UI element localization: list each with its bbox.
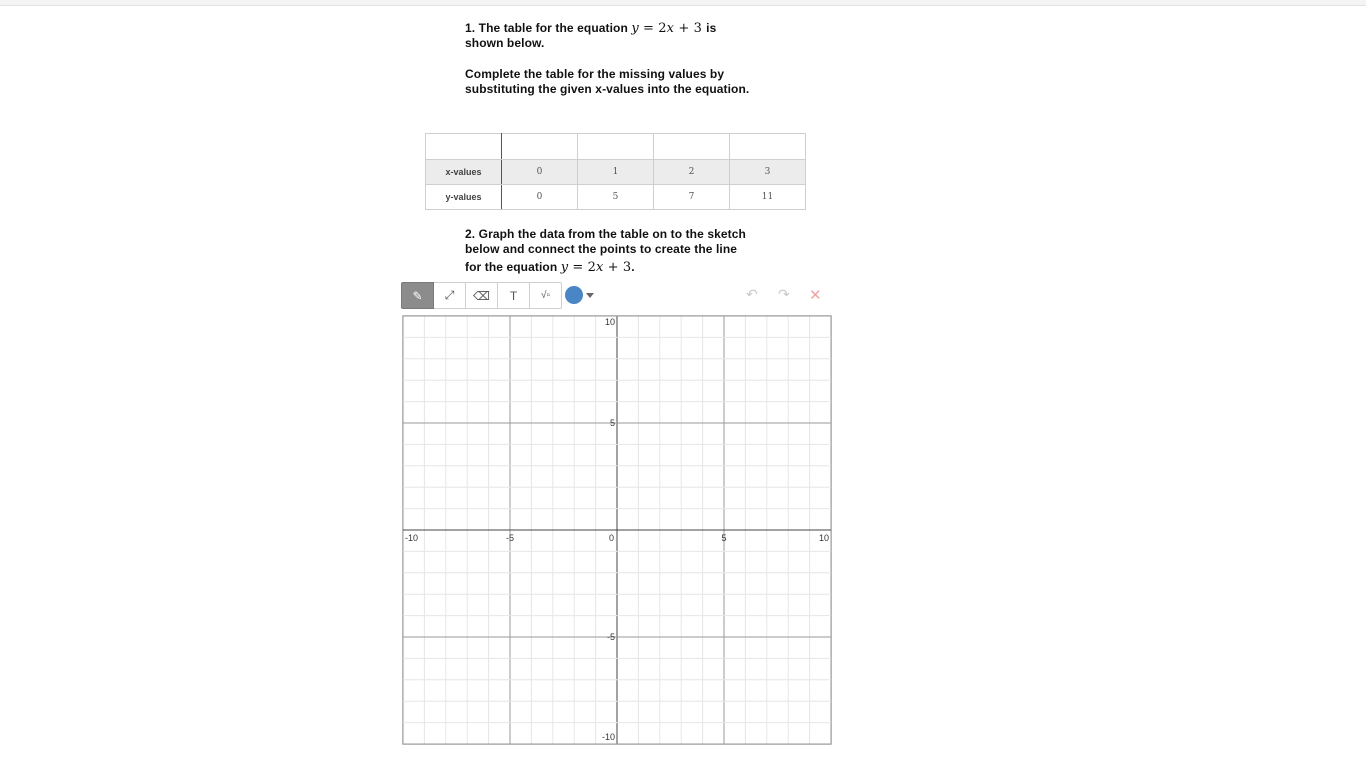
- question-1-prompt: [465, 21, 745, 51]
- clear-button[interactable]: ✕: [809, 287, 822, 304]
- table-cell-empty: [578, 134, 654, 160]
- x-value-cell: 3: [730, 160, 806, 185]
- y-value-cell[interactable]: 0: [502, 185, 578, 210]
- chevron-down-icon: [586, 293, 594, 298]
- equation-inline: y = 2x + 3: [560, 260, 632, 275]
- x-tick-label: 5: [721, 533, 727, 543]
- math-tool-button[interactable]: [530, 282, 562, 309]
- eraser-tool-button[interactable]: [466, 282, 498, 309]
- row-label-y: y-values: [426, 185, 502, 210]
- pencil-tool-button[interactable]: [401, 282, 434, 309]
- table-cell-empty: [730, 134, 806, 160]
- table-row-y: [426, 185, 806, 210]
- y-tick-label: 10: [604, 317, 615, 327]
- color-picker[interactable]: [565, 286, 594, 304]
- question-1-text-after: is shown below.: [465, 21, 717, 50]
- table-cell-empty: [654, 134, 730, 160]
- table-header-row: [426, 134, 806, 160]
- y-value-cell[interactable]: 5: [578, 185, 654, 210]
- pencil-icon: ✎: [412, 288, 423, 303]
- x-value-cell: 1: [578, 160, 654, 185]
- question-1-instruction: Complete the table for the missing values by substituting the given x-values into the equation.: [465, 67, 750, 96]
- color-swatch: [565, 286, 583, 304]
- values-table: [425, 133, 806, 210]
- eraser-icon: ⌫: [473, 288, 490, 303]
- line-icon: ⤢: [444, 288, 455, 302]
- table-cell-empty: [502, 134, 578, 160]
- y-tick-label: -10: [601, 732, 615, 742]
- sketch-graph[interactable]: [402, 315, 832, 745]
- row-label-x: x-values: [426, 160, 502, 185]
- question-2-line-2: below and connect the points to create the line: [465, 242, 738, 256]
- x-tick-label: 0: [608, 533, 614, 543]
- x-tick-label: -5: [505, 533, 515, 543]
- table-row-x: [426, 160, 806, 185]
- text-icon: T: [509, 288, 518, 303]
- table-cell-corner: [426, 134, 502, 160]
- line-tool-button[interactable]: [434, 282, 466, 309]
- y-tick-label: -5: [606, 632, 615, 642]
- y-value-cell[interactable]: 7: [654, 185, 730, 210]
- question-2-line-1: 2. Graph the data from the table on to the sketch: [465, 227, 746, 241]
- x-tick-label: 10: [818, 533, 829, 543]
- redo-button[interactable]: ↷: [778, 286, 790, 302]
- equation-inline: y = 2x + 3: [631, 21, 702, 36]
- question-1-text-before: 1. The table for the equation: [465, 21, 628, 35]
- square-root-icon: √▫: [540, 290, 551, 301]
- x-value-cell: 2: [654, 160, 730, 185]
- top-bar: [0, 0, 1366, 6]
- question-2-prompt: [465, 227, 775, 275]
- undo-button[interactable]: ↶: [746, 286, 758, 302]
- y-value-cell[interactable]: 11: [730, 185, 806, 210]
- y-tick-label: 5: [609, 418, 615, 428]
- x-tick-label: -10: [405, 533, 419, 543]
- drawing-toolbar: [401, 282, 562, 309]
- question-2-line-3: for the equation y = 2x + 3.: [465, 260, 635, 275]
- text-tool-button[interactable]: [498, 282, 530, 309]
- x-value-cell: 0: [502, 160, 578, 185]
